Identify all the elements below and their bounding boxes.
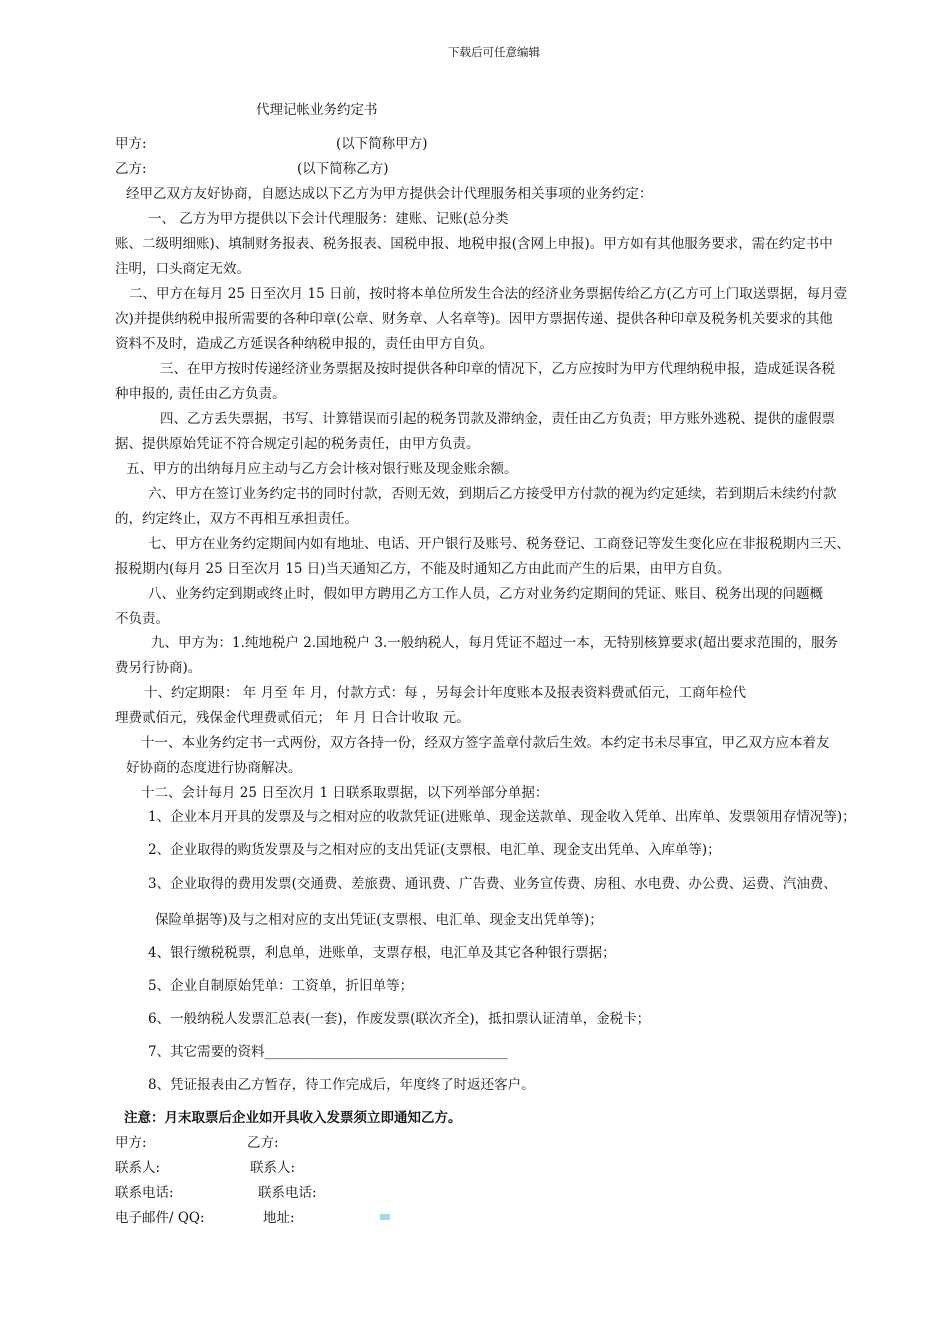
clause-3-line: 三、在甲方按时传递经济业务票据及按时提供各种印章的情况下，乙方应按时为甲方代理纳税申报，造成延误各税	[160, 361, 835, 377]
list-item-continued: 保险单据等)及与之相对应的支出凭证(支票根、电汇单、现金支出凭单等)；	[155, 912, 603, 928]
sign-party-b-address: 地址:	[263, 1210, 295, 1226]
clause-7-line: 报税期内(每月 25 日至次月 15 日)当天通知乙方，不能及时通知乙方由此而产生的后果，由甲方自负。	[115, 561, 731, 577]
clause-3-line: 种申报的, 责任由乙方负责。	[115, 386, 286, 402]
clause-1-line: 一、 乙方为甲方提供以下会计代理服务：建账、记账(总分类	[148, 211, 509, 227]
clause-12-heading: 十二、会计每月 25 日至次月 1 日联系取票据，以下列举部分单据：	[141, 785, 549, 801]
sign-party-b-contact: 联系人:	[250, 1160, 296, 1176]
notice: 注意：月末取票后企业如开具收入发票须立即通知乙方。	[124, 1110, 462, 1126]
sign-party-a-phone: 联系电话:	[115, 1185, 174, 1201]
sign-party-b-label: 乙方:	[247, 1135, 279, 1151]
sign-party-a-email: 电子邮件/ QQ:	[115, 1210, 205, 1226]
clause-2-line: 二、甲方在每月 25 日至次月 15 日前，按时将本单位所发生合法的经济业务票据传给乙方(乙方可上门取送票据，每月壹	[129, 286, 848, 302]
clause-10-line: 理费贰佰元，残保金代理费贰佰元； 年 月 日合计收取 元。	[115, 710, 470, 726]
clause-8-line: 八、业务约定到期或终止时，假如甲方聘用乙方工作人员，乙方对业务约定期间的凭证、账目、税务出现的问题概	[148, 586, 823, 602]
clause-2-line: 资料不及时，造成乙方延误各种纳税申报的，责任由甲方自负。	[115, 336, 493, 352]
document-title: 代理记帐业务约定书	[256, 102, 378, 118]
intro-paragraph: 经甲乙双方友好协商，自愿达成以下乙方为甲方提供会计代理服务相关事项的业务约定：	[126, 186, 653, 202]
sign-party-a-contact: 联系人:	[115, 1160, 161, 1176]
highlight-marker	[380, 1214, 390, 1220]
party-a-note: (以下简称甲方)	[336, 136, 428, 152]
sign-party-a-label: 甲方:	[115, 1135, 147, 1151]
list-item: 7、其它需要的资料____________________________________	[148, 1044, 508, 1060]
party-a-label: 甲方:	[115, 136, 147, 152]
clause-7-line: 七、甲方在业务约定期间内如有地址、电话、开户银行及账号、税务登记、工商登记等发生变化应在非报税期内三天、	[148, 536, 850, 552]
clause-6-line: 的，约定终止，双方不再相互承担责任。	[115, 511, 358, 527]
clause-4-line: 据、提供原始凭证不符合规定引起的税务责任，由甲方负责。	[115, 436, 480, 452]
list-item: 4、银行缴税税票，利息单，进账单，支票存根，电汇单及其它各种银行票据；	[148, 945, 616, 961]
list-item: 8、凭证报表由乙方暂存，待工作完成后，年度终了时返还客户。	[148, 1077, 535, 1093]
clause-8-line: 不负责。	[115, 611, 169, 627]
party-b-label: 乙方:	[115, 161, 147, 177]
clause-1-line: 注明，口头商定无效。	[115, 261, 250, 277]
clause-11-line: 十一、本业务约定书一式两份，双方各持一份，经双方签字盖章付款后生效。本约定书未尽事宜，甲乙双方应本着友	[141, 735, 830, 751]
clause-2-line: 次)并提供纳税申报所需要的各种印章(公章、财务章、人名章等)。因甲方票据传递、提供各种印章及税务机关要求的其他	[115, 311, 833, 327]
list-item: 1、企业本月开具的发票及与之相对应的收款凭证(进账单、现金送款单、现金收入凭单、出库单、发票领用存情况等)；	[148, 809, 856, 825]
list-item: 6、一般纳税人发票汇总表(一套)，作废发票(联次齐全)，抵扣票认证清单，金税卡；	[148, 1011, 651, 1027]
sign-party-b-phone: 联系电话:	[258, 1185, 317, 1201]
clause-1-line: 账、二级明细账)、填制财务报表、税务报表、国税申报、地税申报(含网上申报)。甲方如有其他服务要求，需在约定书中	[115, 236, 833, 252]
list-item: 3、企业取得的费用发票(交通费、差旅费、通讯费、广告费、业务宣传费、房租、水电费、办公费、运费、汽油费、	[148, 876, 837, 892]
party-b-note: (以下简称乙方)	[297, 161, 389, 177]
clause-10-line: 十、约定期限： 年 月至 年 月，付款方式：每 ，另每会计年度账本及报表资料费贰佰元，工商年检代	[144, 685, 746, 701]
clause-6-line: 六、甲方在签订业务约定书的同时付款，否则无效，到期后乙方接受甲方付款的视为约定延续，若到期后未续约付款	[148, 486, 837, 502]
list-item: 2、企业取得的购货发票及与之相对应的支出凭证(支票根、电汇单、现金支出凭单、入库单等)；	[148, 842, 721, 858]
clause-5-line: 五、甲方的出纳每月应主动与乙方会计核对银行账及现金账余额。	[126, 461, 518, 477]
clause-9-line: 九、甲方为：1.纯地税户 2.国地税户 3.一般纳税人，每月凭证不超过一本，无特别核算要求(超出要求范围的，服务	[151, 635, 838, 651]
list-item: 5、企业自制原始凭单：工资单，折旧单等；	[148, 978, 414, 994]
clause-9-line: 费另行协商)。	[115, 660, 202, 676]
page-header: 下载后可任意编辑	[448, 45, 540, 59]
clause-4-line: 四、乙方丢失票据，书写、计算错误而引起的税务罚款及滞纳金，责任由乙方负责；甲方账外逃税、提供的虚假票	[160, 411, 835, 427]
clause-11-line: 好协商的态度进行协商解决。	[126, 760, 302, 776]
